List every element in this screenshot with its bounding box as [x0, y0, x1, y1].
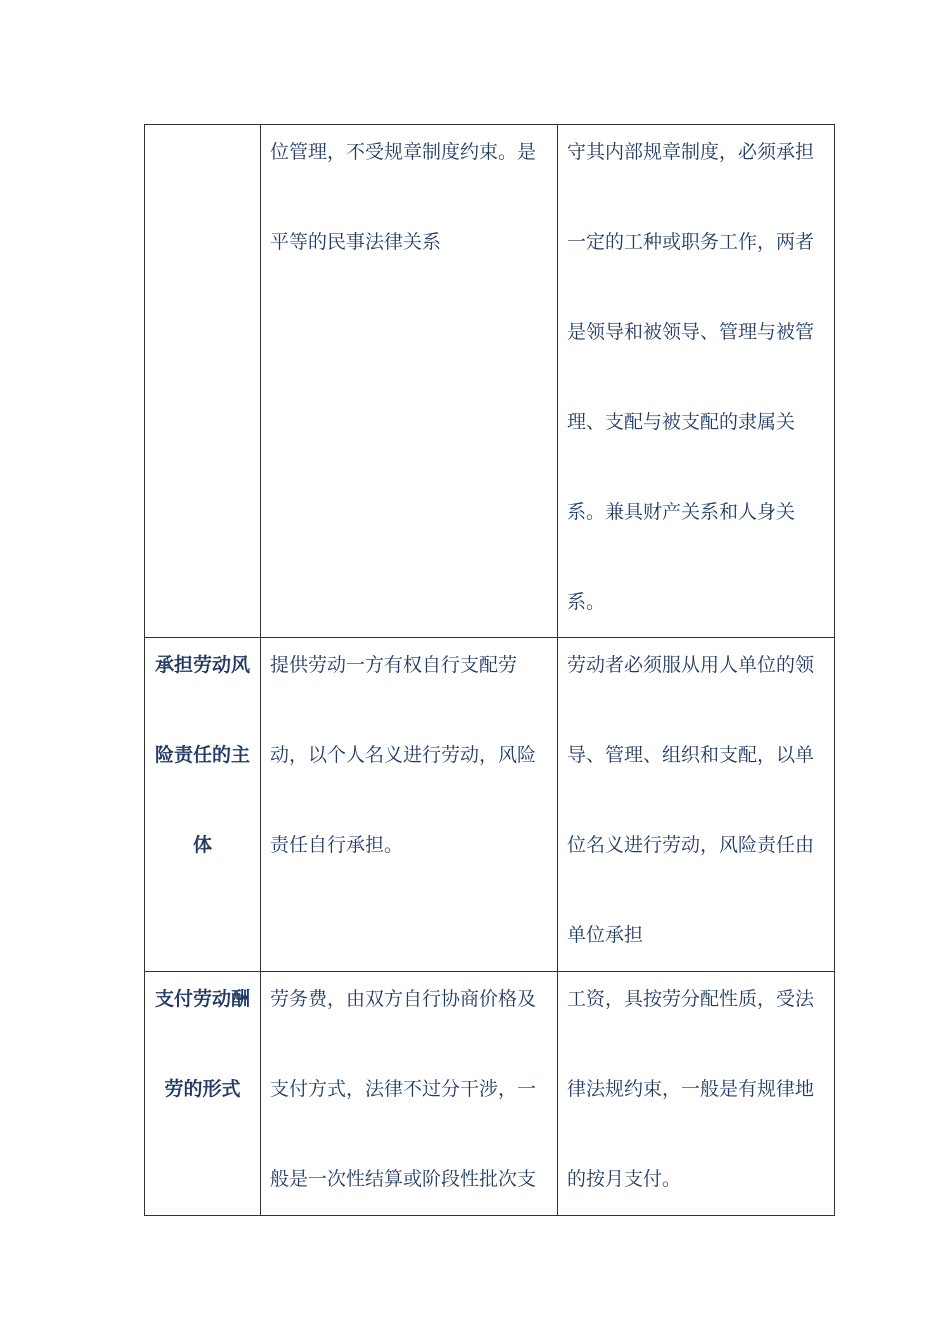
column-b-cell — [558, 638, 835, 972]
column-a-cell — [261, 972, 558, 1216]
column-b-cell — [558, 125, 835, 638]
column-a-text: 劳务费，由双方自行协商价格及支付方式，法律不过分干涉，一般是一次性结算或阶段性批次支 — [270, 988, 537, 1190]
column-a-cell — [261, 638, 558, 972]
row-header-text: 支付劳动酬劳的形式 — [154, 988, 250, 1100]
row-header-cell — [145, 638, 261, 972]
column-a-cell — [261, 125, 558, 638]
table-row — [145, 638, 835, 972]
column-b-cell — [558, 972, 835, 1216]
table-row — [145, 972, 835, 1216]
row-header-text: 承担劳动风险责任的主体 — [154, 654, 250, 856]
comparison-table — [144, 124, 835, 1216]
row-header-cell — [145, 125, 261, 638]
table-row — [145, 125, 835, 638]
row-header-cell — [145, 972, 261, 1216]
column-a-text: 位管理，不受规章制度约束。是平等的民事法律关系 — [270, 141, 537, 253]
column-b-text: 工资，具按劳分配性质，受法律法规约束，一般是有规律地的按月支付。 — [567, 988, 815, 1190]
column-a-text: 提供劳动一方有权自行支配劳动，以个人名义进行劳动，风险责任自行承担。 — [270, 654, 537, 856]
column-b-text: 劳动者必须服从用人单位的领导、管理、组织和支配，以单位名义进行劳动，风险责任由单位承担 — [567, 654, 815, 946]
column-b-text: 守其内部规章制度，必须承担一定的工种或职务工作，两者是领导和被领导、管理与被管理、支配与被支配的隶属关系。兼具财产关系和人身关系。 — [567, 141, 815, 613]
